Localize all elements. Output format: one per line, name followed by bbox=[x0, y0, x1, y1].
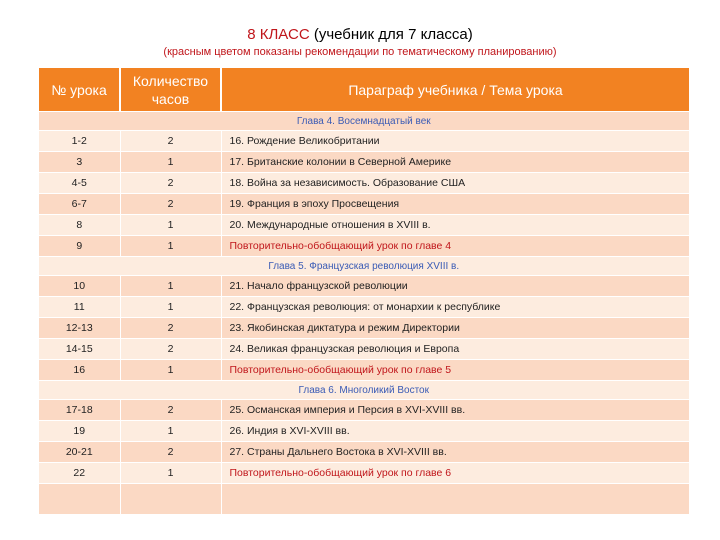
lesson-number: 11 bbox=[39, 297, 120, 318]
lesson-topic: 24. Великая французская революция и Европа bbox=[221, 339, 689, 360]
header-topic: Параграф учебника / Тема урока bbox=[221, 68, 689, 112]
lesson-number: 14-15 bbox=[39, 339, 120, 360]
lesson-topic: 20. Международные отношения в XVIII в. bbox=[221, 215, 689, 236]
chapter-title: Глава 4. Восемнадцатый век bbox=[39, 112, 689, 131]
lesson-hours: 2 bbox=[120, 442, 221, 463]
lesson-number: 3 bbox=[39, 152, 120, 173]
table-row bbox=[39, 318, 689, 339]
table-row bbox=[39, 339, 689, 360]
lesson-hours: 2 bbox=[120, 173, 221, 194]
review-lesson-topic: Повторительно-обобщающий урок по главе 5 bbox=[221, 360, 689, 381]
header-hours: Количество часов bbox=[120, 68, 221, 112]
lesson-topic: 23. Якобинская диктатура и режим Директории bbox=[221, 318, 689, 339]
table-row bbox=[39, 421, 689, 442]
table-row bbox=[39, 276, 689, 297]
lesson-hours: 2 bbox=[120, 318, 221, 339]
table-row bbox=[39, 400, 689, 421]
table-row bbox=[39, 215, 689, 236]
lesson-hours: 2 bbox=[120, 131, 221, 152]
chapter-row bbox=[39, 112, 689, 131]
empty-cell bbox=[39, 484, 120, 515]
lesson-hours: 1 bbox=[120, 215, 221, 236]
table-row bbox=[39, 463, 689, 484]
page-subtitle: (красным цветом показаны рекомендации по тематическому планированию) bbox=[163, 46, 557, 58]
empty-row bbox=[39, 484, 689, 515]
empty-cell bbox=[120, 484, 221, 515]
lesson-number: 1-2 bbox=[39, 131, 120, 152]
lesson-number: 8 bbox=[39, 215, 120, 236]
lesson-number: 10 bbox=[39, 276, 120, 297]
lesson-number: 4-5 bbox=[39, 173, 120, 194]
title-grade: 8 КЛАСС bbox=[247, 26, 310, 43]
lesson-topic: 18. Война за независимость. Образование США bbox=[221, 173, 689, 194]
lesson-number: 17-18 bbox=[39, 400, 120, 421]
table-row bbox=[39, 236, 689, 257]
chapter-title: Глава 5. Французская революция XVIII в. bbox=[39, 257, 689, 276]
lesson-number: 22 bbox=[39, 463, 120, 484]
lesson-number: 12-13 bbox=[39, 318, 120, 339]
table-row bbox=[39, 442, 689, 463]
lesson-number: 9 bbox=[39, 236, 120, 257]
lesson-topic: 27. Страны Дальнего Востока в XVI-XVIII вв. bbox=[221, 442, 689, 463]
lesson-number: 6-7 bbox=[39, 194, 120, 215]
table-header-row bbox=[39, 68, 689, 112]
chapter-row bbox=[39, 381, 689, 400]
lesson-plan-table bbox=[39, 68, 690, 514]
table-row bbox=[39, 297, 689, 318]
lesson-hours: 1 bbox=[120, 463, 221, 484]
lesson-number: 20-21 bbox=[39, 442, 120, 463]
lesson-hours: 1 bbox=[120, 421, 221, 442]
empty-cell bbox=[221, 484, 689, 515]
review-lesson-topic: Повторительно-обобщающий урок по главе 4 bbox=[221, 236, 689, 257]
lesson-topic: 21. Начало французской революции bbox=[221, 276, 689, 297]
review-lesson-topic: Повторительно-обобщающий урок по главе 6 bbox=[221, 463, 689, 484]
lesson-hours: 1 bbox=[120, 297, 221, 318]
lesson-topic: 22. Французская революция: от монархии к республике bbox=[221, 297, 689, 318]
lesson-topic: 25. Османская империя и Персия в XVI-XVIII вв. bbox=[221, 400, 689, 421]
lesson-number: 19 bbox=[39, 421, 120, 442]
lesson-number: 16 bbox=[39, 360, 120, 381]
table-row bbox=[39, 194, 689, 215]
lesson-hours: 2 bbox=[120, 400, 221, 421]
header-lesson-number: № урока bbox=[39, 68, 120, 112]
lesson-topic: 17. Британские колонии в Северной Америке bbox=[221, 152, 689, 173]
lesson-hours: 2 bbox=[120, 339, 221, 360]
chapter-title: Глава 6. Многоликий Восток bbox=[39, 381, 689, 400]
table-row bbox=[39, 152, 689, 173]
lesson-topic: 19. Франция в эпоху Просвещения bbox=[221, 194, 689, 215]
lesson-topic: 16. Рождение Великобритании bbox=[221, 131, 689, 152]
table-row bbox=[39, 131, 689, 152]
table-row bbox=[39, 173, 689, 194]
title-textbook: (учебник для 7 класса) bbox=[309, 26, 473, 43]
lesson-hours: 1 bbox=[120, 236, 221, 257]
lesson-hours: 1 bbox=[120, 360, 221, 381]
lesson-hours: 2 bbox=[120, 194, 221, 215]
lesson-topic: 26. Индия в XVI-XVIII вв. bbox=[221, 421, 689, 442]
lesson-hours: 1 bbox=[120, 152, 221, 173]
page-title bbox=[0, 26, 720, 43]
table-body bbox=[39, 112, 689, 515]
chapter-row bbox=[39, 257, 689, 276]
table-row bbox=[39, 360, 689, 381]
lesson-hours: 1 bbox=[120, 276, 221, 297]
